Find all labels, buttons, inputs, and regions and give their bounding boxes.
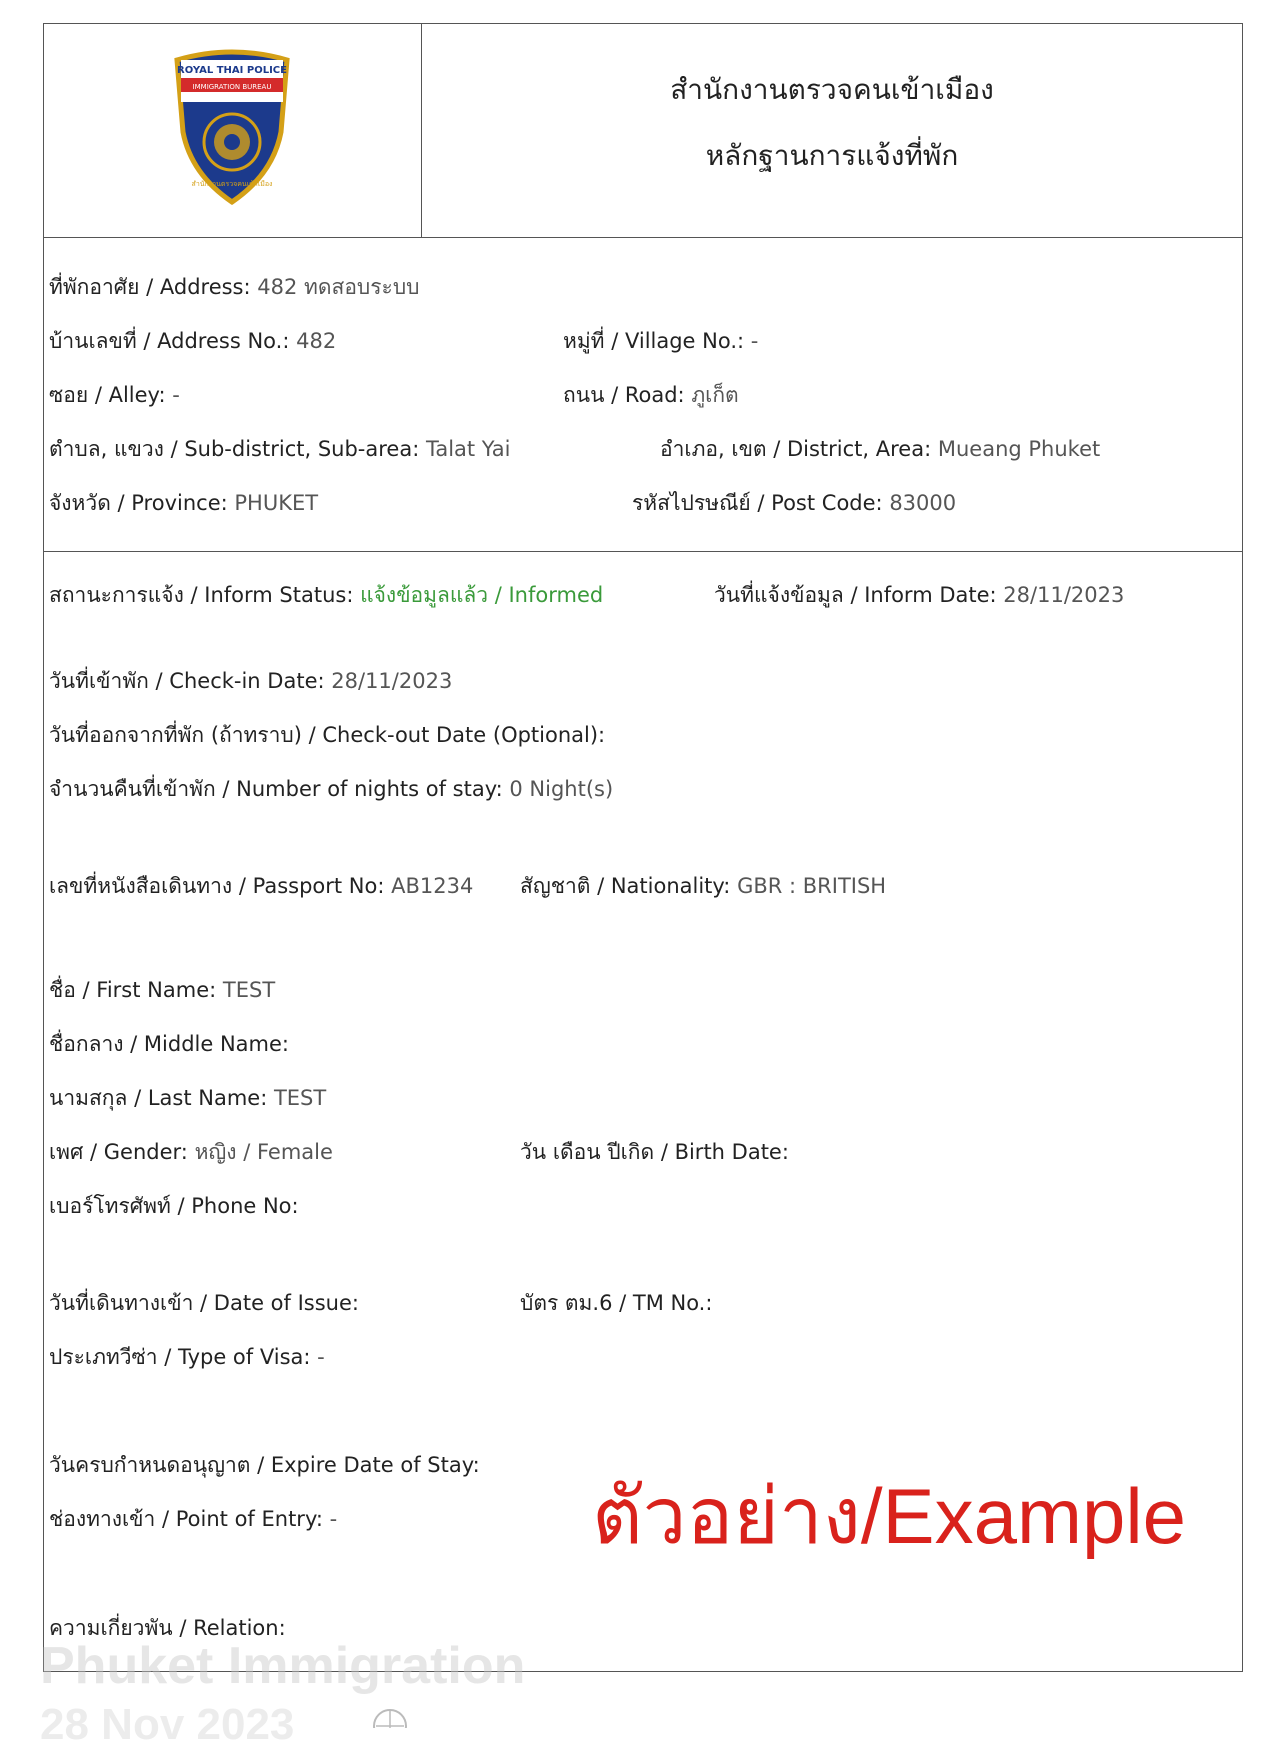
watermark-title: Phuket Immigration: [40, 1637, 526, 1695]
address-row: [49, 273, 419, 301]
postcode-label: รหัสไปรษณีย์ / Post Code:: [632, 491, 883, 515]
birth-date-label: วัน เดือน ปีเกิด / Birth Date:: [520, 1140, 789, 1164]
passport-label: เลขที่หนังสือเดินทาง / Passport No:: [49, 874, 385, 898]
globe-icon: [372, 1708, 408, 1728]
passport-row: [49, 872, 473, 900]
birth-date-row: [520, 1138, 789, 1166]
passport-value: AB1234: [391, 874, 474, 898]
visa-row: [49, 1343, 325, 1371]
address-no-label: บ้านเลขที่ / Address No.:: [49, 329, 290, 353]
checkin-label: วันที่เข้าพัก / Check-in Date:: [49, 669, 325, 693]
document-subtitle: หลักฐานการแจ้งที่พัก: [705, 139, 959, 172]
inform-status-value: แจ้งข้อมูลแล้ว / Informed: [360, 583, 604, 607]
district-row: [660, 435, 1100, 463]
last-name-label: นามสกุล / Last Name:: [49, 1086, 268, 1110]
checkin-value: 28/11/2023: [331, 669, 453, 693]
subdistrict-label: ตำบล, แขวง / Sub-district, Sub-area:: [49, 437, 420, 461]
inform-status-label: สถานะการแจ้ง / Inform Status:: [49, 583, 354, 607]
first-name-row: [49, 976, 275, 1004]
header-title-cell: [422, 24, 1242, 237]
logo-cell: [44, 24, 422, 237]
address-value: 482 ทดสอบระบบ: [257, 275, 420, 299]
road-value: ภูเก็ต: [691, 383, 739, 407]
issue-date-label: วันที่เดินทางเข้า / Date of Issue:: [49, 1291, 359, 1315]
inform-date-row: [714, 581, 1124, 609]
expire-row: [49, 1451, 480, 1479]
province-value: PHUKET: [234, 491, 319, 515]
expire-label: วันครบกำหนดอนุญาต / Expire Date of Stay:: [49, 1453, 480, 1477]
document-header: [44, 24, 1242, 238]
nationality-label: สัญชาติ / Nationality:: [520, 874, 731, 898]
subdistrict-value: Talat Yai: [425, 437, 511, 461]
entry-value: -: [329, 1507, 338, 1531]
district-value: Mueang Phuket: [937, 437, 1101, 461]
logo-text-mid: IMMIGRATION BUREAU: [192, 83, 272, 91]
relation-label: ความเกี่ยวพัน / Relation:: [49, 1616, 286, 1640]
entry-label: ช่องทางเข้า / Point of Entry:: [49, 1507, 323, 1531]
entry-row: [49, 1505, 337, 1533]
nights-row: [49, 775, 613, 803]
village-row: [563, 327, 758, 355]
tm-no-label: บัตร ตม.6 / TM No.:: [520, 1291, 713, 1315]
nights-value: 0 Night(s): [509, 777, 614, 801]
nationality-row: [520, 872, 886, 900]
gender-row: [49, 1138, 333, 1166]
nights-label: จำนวนคืนที่เข้าพัก / Number of nights of stay:: [49, 777, 503, 801]
alley-label: ซอย / Alley:: [49, 383, 166, 407]
alley-row: [49, 381, 180, 409]
first-name-label: ชื่อ / First Name:: [49, 978, 217, 1002]
accommodation-notice-document: [43, 23, 1243, 1672]
road-label: ถนน / Road:: [563, 383, 685, 407]
postcode-row: [632, 489, 956, 517]
phone-row: [49, 1192, 299, 1220]
road-row: [563, 381, 739, 409]
checkin-row: [49, 667, 452, 695]
police-badge-icon: [171, 46, 293, 206]
first-name-value: TEST: [222, 978, 276, 1002]
example-stamp: ตัวอย่าง/Example: [592, 1472, 1187, 1560]
alley-value: -: [172, 383, 180, 407]
checkout-row: [49, 721, 605, 749]
province-row: [49, 489, 318, 517]
gender-label: เพศ / Gender:: [49, 1140, 188, 1164]
address-label: ที่พักอาศัย / Address:: [49, 275, 251, 299]
tm-no-row: [520, 1289, 712, 1317]
issue-date-row: [49, 1289, 359, 1317]
district-label: อำเภอ, เขต / District, Area:: [660, 437, 932, 461]
village-label: หมู่ที่ / Village No.:: [563, 329, 745, 353]
subdistrict-row: [49, 435, 510, 463]
last-name-value: TEST: [273, 1086, 327, 1110]
province-label: จังหวัด / Province:: [49, 491, 228, 515]
section-divider: [44, 551, 1242, 552]
inform-date-label: วันที่แจ้งข้อมูล / Inform Date:: [714, 583, 997, 607]
nationality-value: GBR : BRITISH: [737, 874, 887, 898]
logo-text-th: สำนักงานตรวจคนเข้าเมือง: [191, 180, 273, 188]
visa-label: ประเภทวีซ่า / Type of Visa:: [49, 1345, 311, 1369]
middle-name-label: ชื่อกลาง / Middle Name:: [49, 1032, 289, 1056]
logo-text-top: ROYAL THAI POLICE: [177, 65, 287, 76]
postcode-value: 83000: [889, 491, 957, 515]
checkout-label: วันที่ออกจากที่พัก (ถ้าทราบ) / Check-out Date (Optional):: [49, 723, 606, 747]
visa-value: -: [317, 1345, 325, 1369]
village-value: -: [750, 329, 759, 353]
inform-date-value: 28/11/2023: [1003, 583, 1125, 607]
address-no-row: [49, 327, 336, 355]
middle-name-row: [49, 1030, 289, 1058]
inform-status-row: [49, 581, 603, 609]
address-no-value: 482: [296, 329, 337, 353]
gender-value: หญิง / Female: [194, 1140, 333, 1164]
document-title: สำนักงานตรวจคนเข้าเมือง: [670, 73, 994, 106]
last-name-row: [49, 1084, 326, 1112]
watermark-date: 28 Nov 2023: [40, 1700, 295, 1749]
phone-label: เบอร์โทรศัพท์ / Phone No:: [49, 1194, 299, 1218]
